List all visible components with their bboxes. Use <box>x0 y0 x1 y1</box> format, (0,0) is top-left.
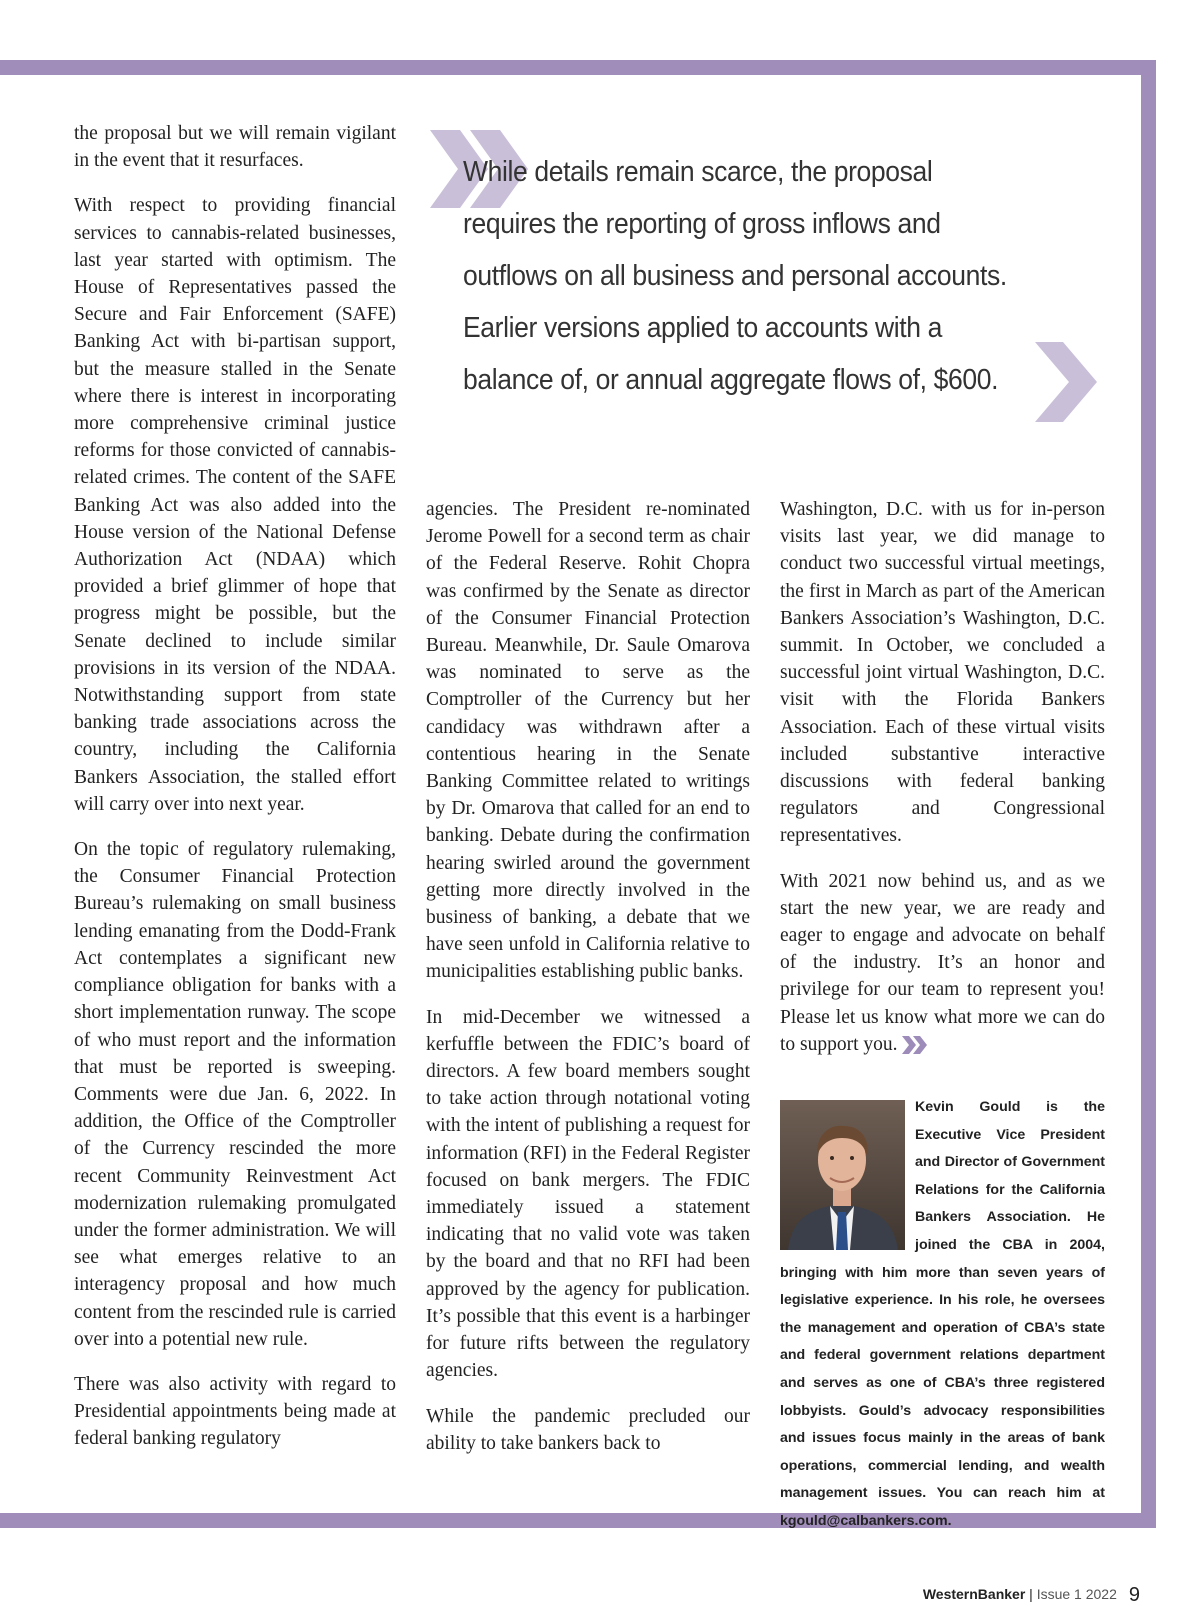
author-photo <box>780 1100 905 1250</box>
footer-separator: | <box>1025 1586 1037 1602</box>
frame-right-border <box>1141 60 1156 1528</box>
end-mark-chevron-icon <box>902 1036 930 1054</box>
article-column-3 <box>780 496 1105 1076</box>
author-bio <box>780 1094 1105 1536</box>
paragraph: In mid-December we witnessed a kerfuffle between the FDIC’s board of directors. A few board members sought to take action through notational voting with the intent of publishing a request for information (RFI) in the Federal Register focused on bank mergers. The FDIC immediately issued a statement indicating that no valid vote was taken by the board and that no RFI had been approved by the agency for publication. It’s possible that this event is a harbinger for future rifts between the regulatory agencies. <box>426 1006 750 1382</box>
paragraph: There was also activity with regard to Presidential appointments being made at federal banking regulatory <box>74 1373 396 1450</box>
pull-quote-line: requires the reporting of gross inflows and <box>463 208 941 240</box>
paragraph: With respect to providing financial services to cannabis-related businesses, last year started with optimism. The House of Representatives passed the Secure and Fair Enforcement (SAFE) Banking Act with bi-partisan support, but the measure stalled in the Senate where there is interest in incorporating more comprehensive criminal justice reforms for those convicted of cannabis-related crimes. The content of the SAFE Banking Act was also added into the House version of the National Defense Authorization Act (NDAA) which provided a brief glimmer of hope that progress might be possible, but the Senate declined to include similar provisions in its version of the NDAA. Notwithstanding support from state banking trade associations across the country, including the California Bankers Association, the stalled effort will carry over into next year. <box>74 195 396 815</box>
pull-quote <box>430 130 1120 430</box>
paragraph <box>780 868 1105 1058</box>
paragraph: On the topic of regulatory rulemaking, the Consumer Financial Protection Bureau’s rulemaking on small business lending emanating from the Dodd-Frank Act contemplates a significant new compliance obligation for banks with a short implementation runway. The scope of who must report and the information that must be reported is sweeping. Comments were due Jan. 6, 2022. In addition, the Office of the Comptroller of the Currency rescinded the more recent Community Reinvestment Act modernization rulemaking promulgated under the former administration. We will see what emerges relative to an interagency proposal and how much content from the rescinded rule is carried over into a potential new rule. <box>74 839 396 1350</box>
pull-quote-line: balance of, or annual aggregate flows of, $600. <box>463 364 999 396</box>
issue-label: Issue 1 2022 <box>1036 1586 1117 1602</box>
paragraph: agencies. The President re-nominated Jerome Powell for a second term as chair of the Federal Reserve. Rohit Chopra was confirmed by the Senate as director of the Consumer Financial Protection Bureau. Meanwhile, Dr. Saule Omarova was nominated to serve as the Comptroller of the Currency but her candidacy was withdrawn after a contentious hearing in the Senate Banking Committee related to writings by Dr. Omarova that called for an end to banking. Debate during the confirmation hearing swirled around the government getting more directly involved in the business of banking, a debate that we have seen unfold in California relative to municipalities establishing public banks. <box>426 499 750 983</box>
paragraph: While the pandemic precluded our ability to take bankers back to <box>426 1405 750 1454</box>
page-number: 9 <box>1128 1584 1140 1606</box>
pull-quote-line: While details remain scarce, the proposal <box>463 156 933 188</box>
closing-paragraph-text: With 2021 now behind us, and as we start the new year, we are ready and eager to engage and advocate on behalf of the industry. It’s an honor and privilege for our team to represent you! Please let us know what more we can do to support you. <box>780 870 1105 1055</box>
publication-name: WesternBanker <box>922 1586 1026 1602</box>
page-footer <box>923 1582 1140 1605</box>
frame-top-border <box>0 60 1156 75</box>
author-bio-text: Kevin Gould is the Executive Vice President and Director of Government Relations for the California Bankers Association. He joined the CBA in 2004, bringing with him more than seven years of legislative experience. In his role, he oversees the management and operation of CBA’s state and federal government relations department and serves as one of CBA’s three registered lobbyists. Gould’s advocacy responsibilities and issues focus mainly in the areas of bank operations, commercial lending, and wealth management issues. You can reach him at kgould@calbankers.com. <box>780 1099 1105 1529</box>
close-chevron-icon <box>1035 342 1105 422</box>
paragraph: the proposal but we will remain vigilant in the event that it resurfaces. <box>74 123 396 172</box>
pull-quote-line: Earlier versions applied to accounts with a <box>463 312 943 344</box>
pull-quote-line: outflows on all business and personal accounts. <box>463 260 1007 292</box>
article-column-2 <box>426 496 750 1475</box>
pull-quote-text <box>463 146 1058 406</box>
article-column-1 <box>74 120 396 1471</box>
paragraph: Washington, D.C. with us for in-person visits last year, we did manage to conduct two successful virtual meetings, the first in March as part of the American Bankers Association’s Washington, D.C. summit. In October, we concluded a successful joint virtual Washington, D.C. visit with the Florida Bankers Association. Each of these virtual visits included substantive interactive discussions with federal banking regulators and Congressional representatives. <box>780 499 1105 847</box>
